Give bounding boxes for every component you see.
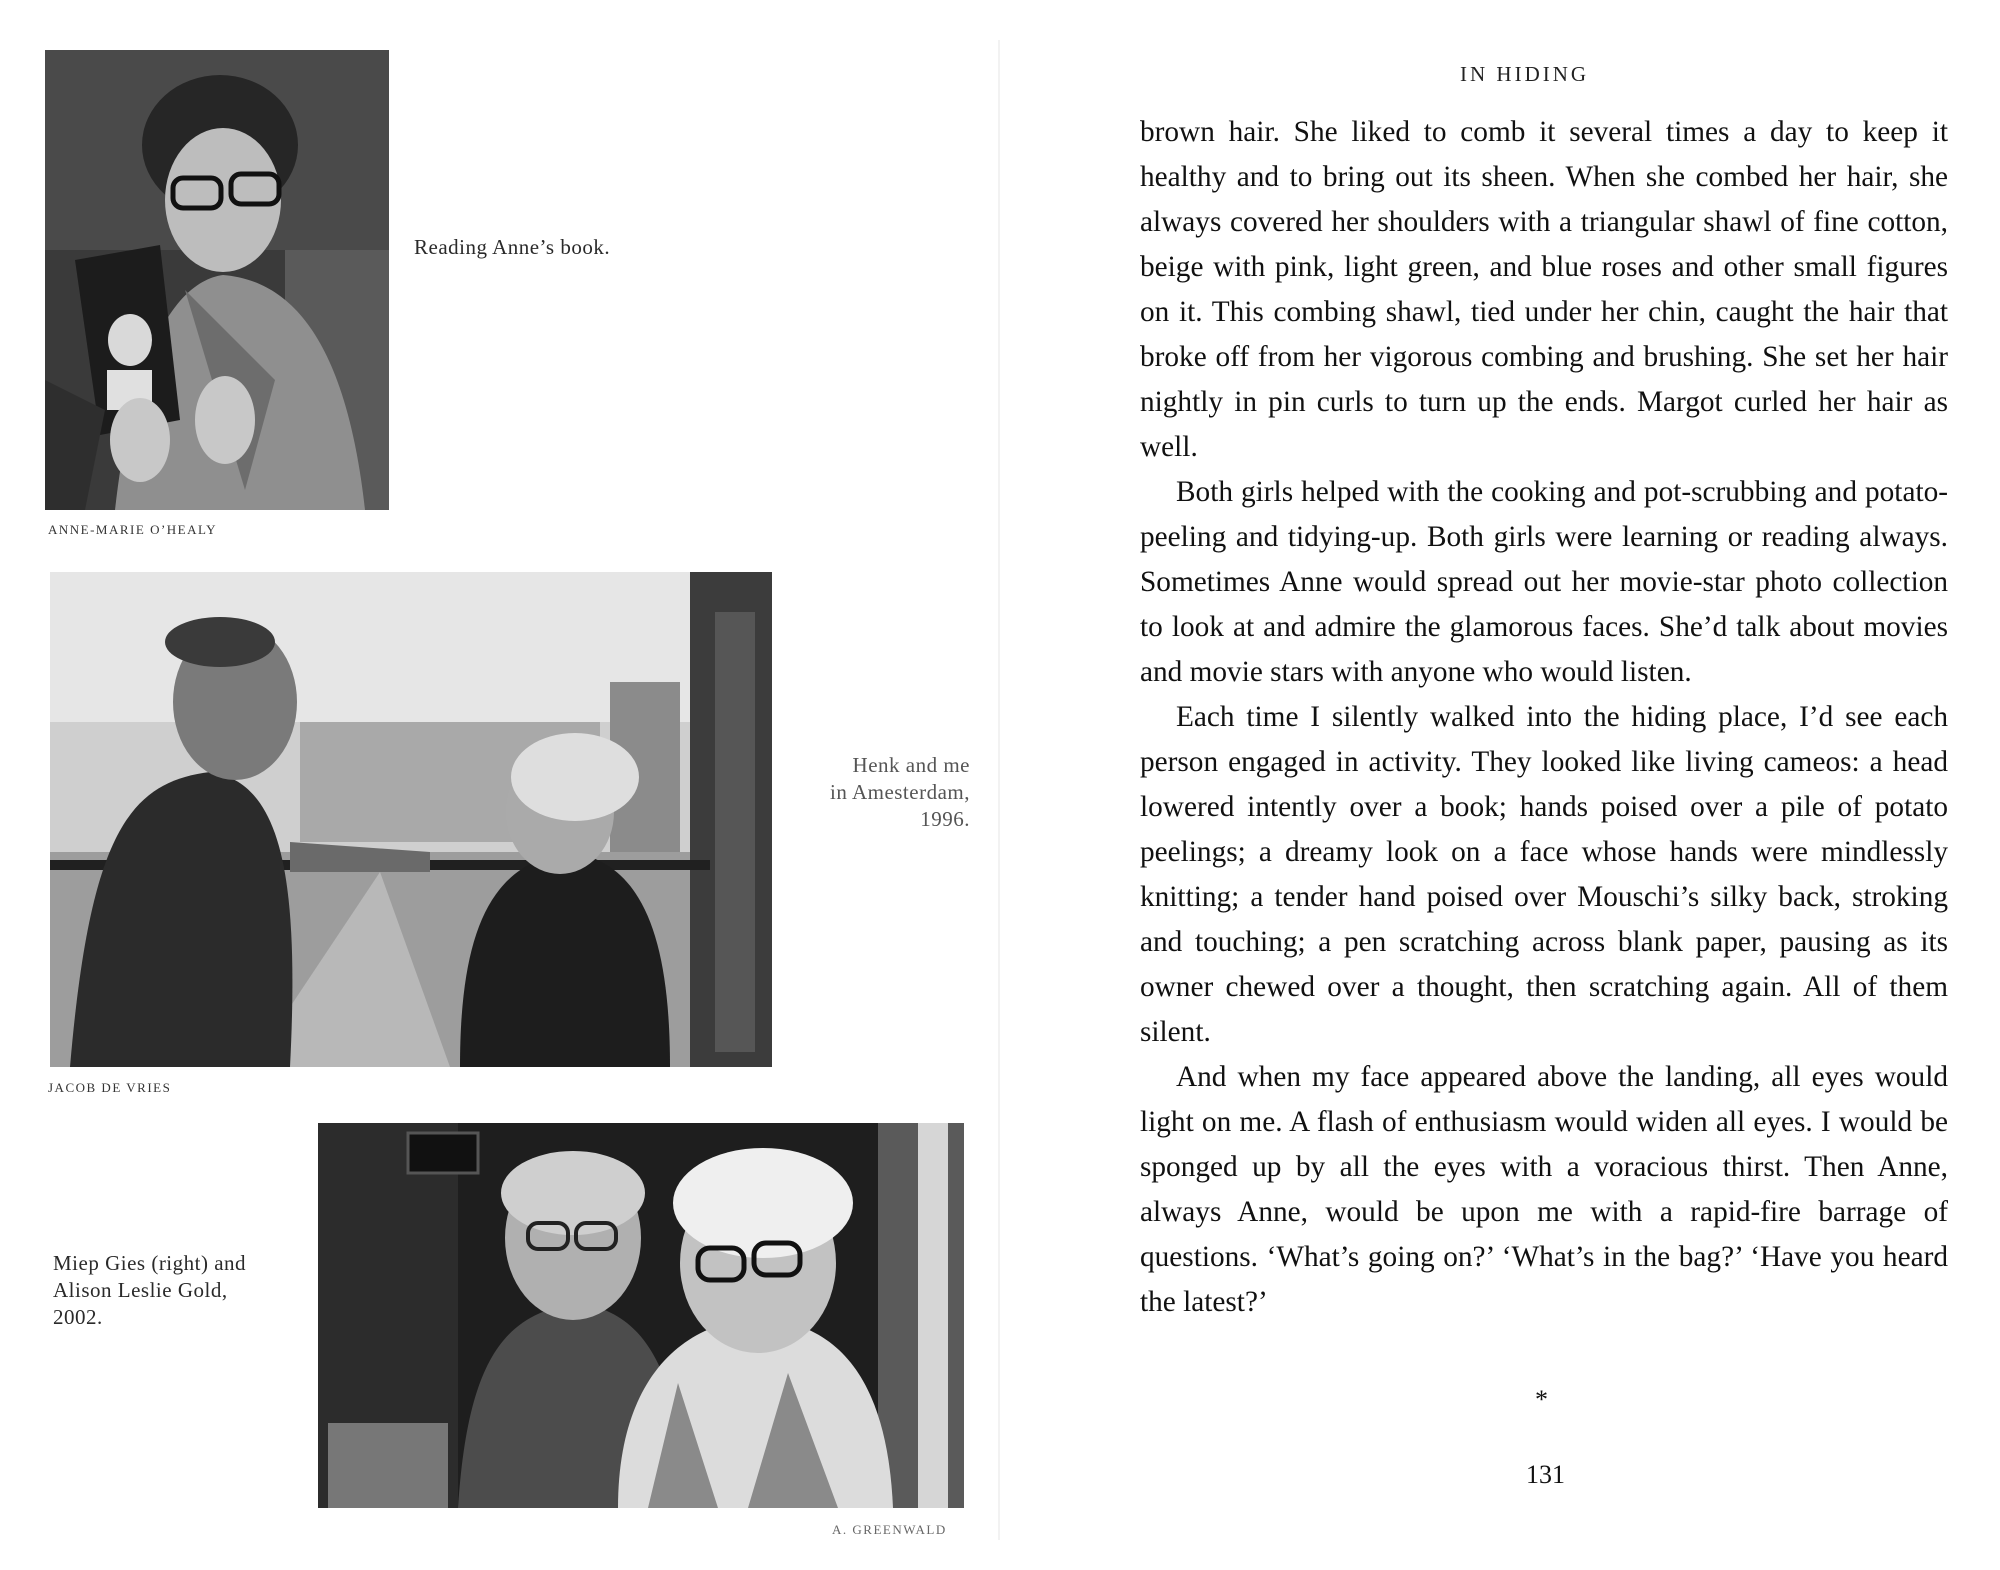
photo2-caption <box>790 752 970 833</box>
paragraph-2: Both girls helped with the cooking and pot-scrubbing and potato-peeling and tidying-up. Both girls were learning or reading always. Sometimes Anne would spread out her movie-star photo collection to look at and admire the glamorous faces. She’d talk about movies and movie stars with anyone who would listen. <box>1140 476 1948 688</box>
photo-reading-annes-book <box>45 50 389 510</box>
photo-miep-gies-and-alison <box>318 1123 964 1508</box>
paragraph-4: And when my face appeared above the landing, all eyes would light on me. A flash of enthusiasm would widen all eyes. I would be sponged up by all the eyes with a voracious thirst. Then Anne, always Anne, would be upon me with a rapid-fire barrage of questions. ‘What’s going on?’ ‘What’s in the bag?’ ‘Have you heard the latest?’ <box>1140 1061 1948 1318</box>
photo-henk-and-me <box>50 572 772 1067</box>
body-text <box>1140 110 1948 1325</box>
photo2-credit: JACOB DE VRIES <box>48 1080 172 1095</box>
running-head: IN HIDING <box>1460 62 1590 86</box>
photo-henk-image <box>50 572 772 1067</box>
photo3-caption-line3: 2002. <box>53 1305 103 1329</box>
paragraph-3: Each time I silently walked into the hiding place, I’d see each person engaged in activity. They looked like living cameos: a head lowered intently over a book; hands poised over a pile of potato peelings; a dreamy look on a face whose hands were mindlessly knitting; a tender hand poised over Mouschi’s silky back, stroking and touching; a pen scratching across blank paper, pausing as its owner chewed over a thought, then scratching again. All of them silent. <box>1140 701 1948 1048</box>
photo1-credit: ANNE-MARIE O’HEALY <box>48 522 218 537</box>
photo-reading-image <box>45 50 389 510</box>
photo3-credit: A. GREENWALD <box>832 1522 947 1537</box>
paragraph-1: brown hair. She liked to comb it several times a day to keep it healthy and to bring out its sheen. When she combed her hair, she always covered her shoulders with a triangular shawl of fine cotton, beige with pink, light green, and blue roses and other small figures on it. This combing shawl, tied under her chin, caught the hair that broke off from her vigorous combing and brushing. She set her hair nightly in pin curls to turn up the ends. Margot curled her hair as well. <box>1140 116 1948 463</box>
photo1-caption: Reading Anne’s book. <box>414 235 611 259</box>
page-number: 131 <box>1526 1460 1565 1489</box>
photo-miep-image <box>318 1123 964 1508</box>
photo2-caption-line1: Henk and me <box>852 753 970 777</box>
photo2-caption-line3: 1996. <box>920 807 970 831</box>
photo2-caption-line2: in Amesterdam, <box>830 780 970 804</box>
photo3-caption <box>53 1250 313 1331</box>
section-break: * <box>1535 1385 1548 1414</box>
photo3-caption-line1: Miep Gies (right) and <box>53 1251 247 1275</box>
photo3-caption-line2: Alison Leslie Gold, <box>53 1278 228 1302</box>
